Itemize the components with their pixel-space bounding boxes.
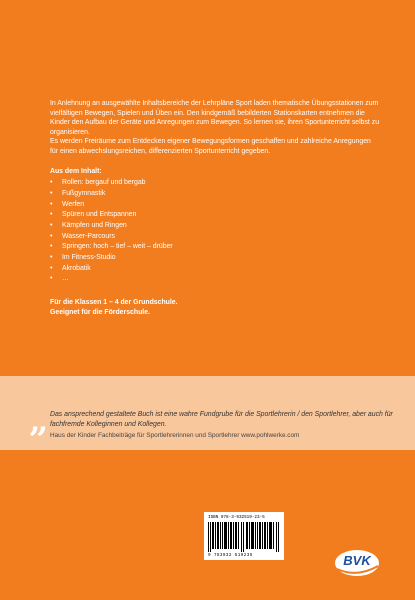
list-item: • Springen: hoch – tief – weit – drüber <box>50 242 380 253</box>
audience-line-1: Für die Klassen 1 – 4 der Grundschule. <box>50 299 178 307</box>
intro-paragraph-2: Es werden Freiräume zum Entdecken eigener Bewegungsformen geschaffen und zahlreiche Anregungen für einen abwechslungsreichen, differenzierten Sportunterricht gegeben. <box>50 138 371 155</box>
intro-paragraph: In Anlehnung an ausgewählte Inhaltsbereiche der Lehrpläne Sport laden thematische Übungsstationen zum vielfältigen Bewegen, Spielen und Üben ein. Den kindgemäß bebilderten Stationskarten entnehmen die Kinder den Aufbau der Geräte und Anregungen zum Bewegen. So lernen sie, ihren Sportunterricht selbst zu organisieren. <box>50 100 380 136</box>
bullet-icon: • <box>50 200 53 208</box>
ean-digits: 9 783932 519235 <box>208 553 253 558</box>
list-item: • Spüren und Entspannen <box>50 210 380 221</box>
blurb <box>50 99 380 317</box>
barcode-area <box>204 512 284 560</box>
list-item: • Wasser-Parcours <box>50 232 380 243</box>
logo-text: BVK <box>343 553 371 568</box>
list-item: • Kämpfen und Ringen <box>50 221 380 232</box>
bullet-icon: • <box>50 221 53 229</box>
bullet-icon: • <box>50 253 53 261</box>
contents-list <box>50 178 380 285</box>
bullet-icon: • <box>50 189 53 197</box>
list-item: • … <box>50 274 380 285</box>
audience-line-2: Geeignet für die Förderschule. <box>50 308 150 316</box>
list-item: • Rollen: bergauf und bergab <box>50 178 380 189</box>
quote-mark-icon <box>29 404 43 418</box>
publisher-logo-icon <box>334 546 380 578</box>
list-item: • Akrobatik <box>50 264 380 275</box>
review-quote: Das ansprechend gestaltete Buch ist eine wahre Fundgrube für die Sportlehrerin / den Sportlehrer, aber auch für fachfremde Kolleginnen und Kollegen. <box>50 411 393 428</box>
list-item: • Fußgymnastik <box>50 189 380 200</box>
review-source: Haus der Kinder Fachbeiträge für Sportlehrerinnen und Sportlehrer www.pohlwerke.com <box>50 432 300 439</box>
isbn-text: ISBN 978-3-932519-23-5 <box>208 515 265 520</box>
bullet-icon: • <box>50 264 53 272</box>
list-item: • Werfen <box>50 200 380 211</box>
barcode-icon <box>208 522 280 552</box>
bullet-icon: • <box>50 211 53 219</box>
contents-heading: Aus dem Inhalt: <box>50 167 102 175</box>
list-item: • Im Fitness-Studio <box>50 253 380 264</box>
bullet-icon: • <box>50 243 53 251</box>
bullet-icon: • <box>50 179 53 187</box>
bullet-icon: • <box>50 232 53 240</box>
bullet-icon: • <box>50 275 53 283</box>
